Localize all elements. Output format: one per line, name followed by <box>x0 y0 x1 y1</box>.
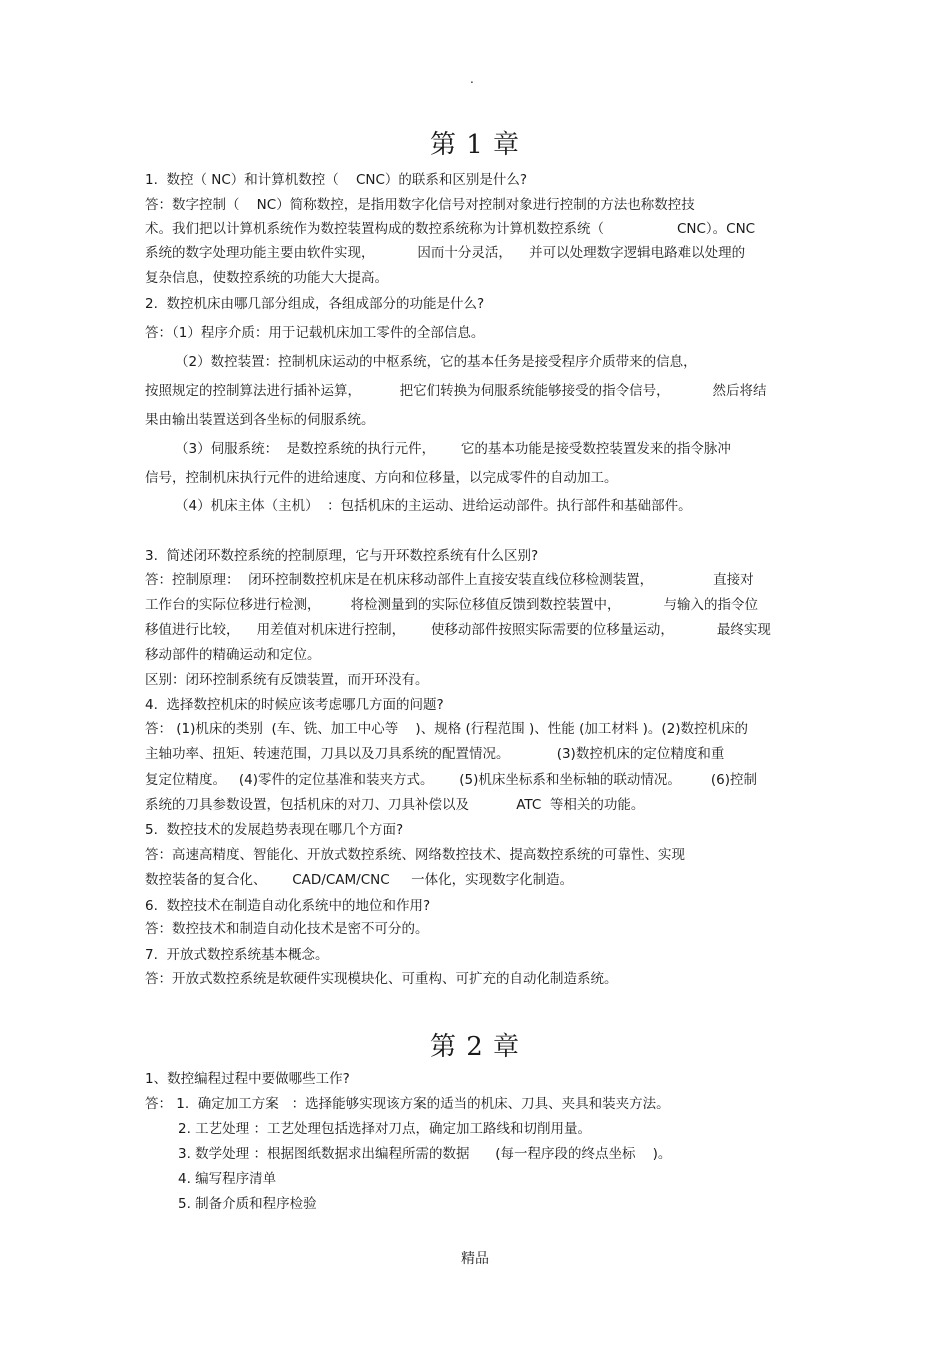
answer-1-line-2: 术。我们把以计算机系统作为数控装置构成的数控系统称为计算机数控系统（ CNC）。CNC <box>145 221 756 237</box>
question-7: 7. 开放式数控系统基本概念。 <box>145 947 329 963</box>
ch2-answer-1-step-2: 2. 工艺处理 ：工艺处理包括选择对刀点，确定加工路线和切削用量。 <box>178 1121 591 1137</box>
ch2-answer-1-step-3: 3. 数学处理 ：根据图纸数据求出编程所需的数据 (每一程序段的终点坐标 )。 <box>178 1146 672 1162</box>
question-1: 1. 数控（ NC）和计算机数控（ CNC）的联系和区别是什么? <box>145 172 528 188</box>
question-4: 4. 选择数控机床的时候应该考虑哪几方面的问题? <box>145 697 444 713</box>
answer-3-line-5: 区别：闭环控制系统有反馈装置，而开环没有。 <box>145 672 429 688</box>
answer-5-line-2: 数控装备的复合化、 CAD/CAM/CNC 一体化，实现数字化制造。 <box>145 872 574 888</box>
answer-1-line-3: 系统的数字处理功能主要由软件实现， 因而十分灵活， 并可以处理数字逻辑电路难以处理的 <box>145 245 746 261</box>
chapter-2-title: 第 2 章 <box>429 1032 521 1062</box>
answer-2-line-6: 信号，控制机床执行元件的进给速度、方向和位移量，以完成零件的自动加工。 <box>145 470 618 486</box>
question-6: 6. 数控技术在制造自动化系统中的地位和作用? <box>145 898 431 914</box>
answer-6: 答：数控技术和制造自动化技术是密不可分的。 <box>145 921 429 937</box>
answer-5-line-1: 答：高速高精度、智能化、开放式数控系统、网络数控技术、提高数控系统的可靠性、实现 <box>145 847 685 863</box>
answer-4-line-3: 复定位精度。 (4)零件的定位基准和装夹方式。 (5)机床坐标系和坐标轴的联动情况。 (6)控制 <box>145 772 758 788</box>
page-footer: 精品 <box>461 1251 489 1267</box>
ch2-answer-1-step-5: 5. 制备介质和程序检验 <box>178 1196 317 1212</box>
question-5: 5. 数控技术的发展趋势表现在哪几个方面? <box>145 822 404 838</box>
answer-2-line-2: （2）数控装置：控制机床运动的中枢系统，它的基本任务是接受程序介质带来的信息， <box>175 354 697 370</box>
answer-3-line-4: 移动部件的精确运动和定位。 <box>145 647 321 663</box>
answer-2-line-1: 答：（1）程序介质：用于记载机床加工零件的全部信息。 <box>145 325 485 341</box>
answer-1-line-1: 答：数字控制（ NC）简称数控，是指用数字化信号对控制对象进行控制的方法也称数控技 <box>145 197 695 213</box>
ch2-question-1: 1、数控编程过程中要做哪些工作? <box>145 1071 350 1087</box>
answer-3-line-1: 答：控制原理： 闭环控制数控机床是在机床移动部件上直接安装直线位移检测装置， 直接对 <box>145 572 754 588</box>
question-2: 2. 数控机床由哪几部分组成，各组成部分的功能是什么? <box>145 296 485 312</box>
answer-4-line-4: 系统的刀具参数设置，包括机床的对刀、刀具补偿以及 ATC 等相关的功能。 <box>145 797 645 813</box>
answer-1-line-4: 复杂信息，使数控系统的功能大大提高。 <box>145 270 388 286</box>
answer-3-line-2: 工作台的实际位移进行检测， 将检测量到的实际位移值反馈到数控装置中， 与输入的指令位 <box>145 597 758 613</box>
answer-2-line-3: 按照规定的控制算法进行插补运算， 把它们转换为伺服系统能够接受的指令信号， 然后将结 <box>145 383 767 399</box>
answer-2-line-7: （4）机床主体（主机） ：包括机床的主运动、进给运动部件。执行部件和基础部件。 <box>175 498 692 514</box>
answer-4-line-1: 答： (1)机床的类别 (车、铣、加工中心等 )、规格 (行程范围 )、性能 (加工材料 )。(2)数控机床的 <box>145 721 749 737</box>
chapter-1-title: 第 1 章 <box>429 130 521 160</box>
page-top-mark: . <box>470 72 474 86</box>
ch2-answer-1-step-1: 答： 1. 确定加工方案 ：选择能够实现该方案的适当的机床、刀具、夹具和装夹方法。 <box>145 1096 670 1112</box>
question-3: 3. 简述闭环数控系统的控制原理，它与开环数控系统有什么区别? <box>145 548 539 564</box>
ch2-answer-1-step-4: 4. 编写程序清单 <box>178 1171 277 1187</box>
answer-7: 答：开放式数控系统是软硬件实现模块化、可重构、可扩充的自动化制造系统。 <box>145 971 618 987</box>
answer-2-line-4: 果由输出装置送到各坐标的伺服系统。 <box>145 412 375 428</box>
answer-4-line-2: 主轴功率、扭矩、转速范围，刀具以及刀具系统的配置情况。 (3)数控机床的定位精度和重 <box>145 746 725 762</box>
answer-2-line-5: （3）伺服系统： 是数控系统的执行元件， 它的基本功能是接受数控装置发来的指令脉冲 <box>175 441 731 457</box>
answer-3-line-3: 移值进行比较， 用差值对机床进行控制， 使移动部件按照实际需要的位移量运动， 最终实现 <box>145 622 771 638</box>
